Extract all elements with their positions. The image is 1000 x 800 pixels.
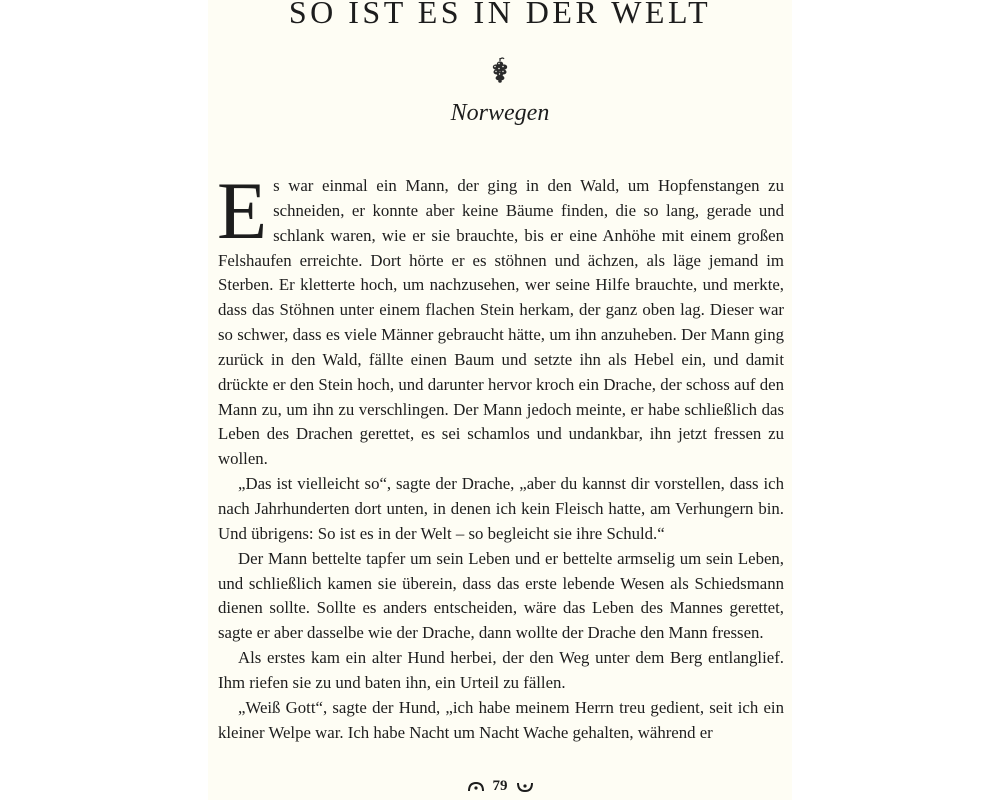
drop-cap: E	[217, 165, 268, 256]
paragraph: „Weiß Gott“, sagte der Hund, „ich habe meinem Herrn treu gedient, seit ich ein kleiner Welpe war. Ich habe Nacht um Nacht Wache gehalten, während er	[218, 697, 784, 742]
paragraph: Der Mann bettelte tapfer um sein Leben und er bettelte armselig um sein Leben, und schließlich kamen sie überein, dass das erste lebende Wesen als Schiedsmann dienen sollte. Sollte es anders entscheiden, wäre das Leben des Mannes gerettet, sagte er aber dasselbe wie der Drache, dann wollte der Drache den Mann fressen.	[218, 548, 784, 643]
hops-cone-icon	[489, 57, 511, 83]
body-text	[217, 165, 784, 745]
book-page	[208, 0, 792, 800]
paragraph-text: s war einmal ein Mann, der ging in den Wald, um Hopfenstangen zu schneiden, er konnte aber keine Bäume finden, die so lang, gerade und schlank waren, wie er sie brauchte, bis er eine Anhöhe mit einem großen Felshaufen erreichte. Dort hörte er es stöhnen und ächzen, als läge jemand im Sterben. Er kletterte hoch, um nachzusehen, wer seine Hilfe brauchte, und merkte, dass das Stöhnen unter einem flachen Stein herkam, der ganz oben lag. Dieser war so schwer, dass es viele Männer gebraucht hätte, um ihn anzuheben. Der Mann ging zurück in den Wald, fällte einen Baum und setzte ihn als Hebel ein, und damit drückte er den Stein hoch, und darunter hervor kroch ein Drache, der schoss auf den Mann zu, um ihn zu verschlingen. Der Mann jedoch meinte, er habe schließlich das Leben des Drachen gerettet, es sei schamlos und undankbar, ihn jetzt fressen zu wollen.	[218, 176, 784, 469]
page-footer	[208, 778, 792, 795]
chapter-subtitle: Norwegen	[450, 100, 550, 126]
swirl-right-icon	[516, 780, 534, 794]
chapter-title: SO IST ES IN DER WELT	[288, 0, 712, 30]
paragraph	[217, 165, 784, 472]
paragraph: Als erstes kam ein alter Hund herbei, der den Weg unter dem Berg entlanglief. Ihm riefen sie zu und baten ihn, ein Urteil zu fällen.	[218, 648, 784, 692]
page-number: 79	[492, 778, 508, 795]
swirl-left-icon	[467, 780, 485, 794]
paragraph: „Das ist vielleicht so“, sagte der Drache, „aber du kannst dir vorstellen, dass ich nach Jahrhunderten dort unten, in denen ich kein Fleisch hatte, am Verhungern bin. Und übrigens: So ist es in der Welt – so begleicht sie ihre Schuld.“	[218, 474, 784, 543]
